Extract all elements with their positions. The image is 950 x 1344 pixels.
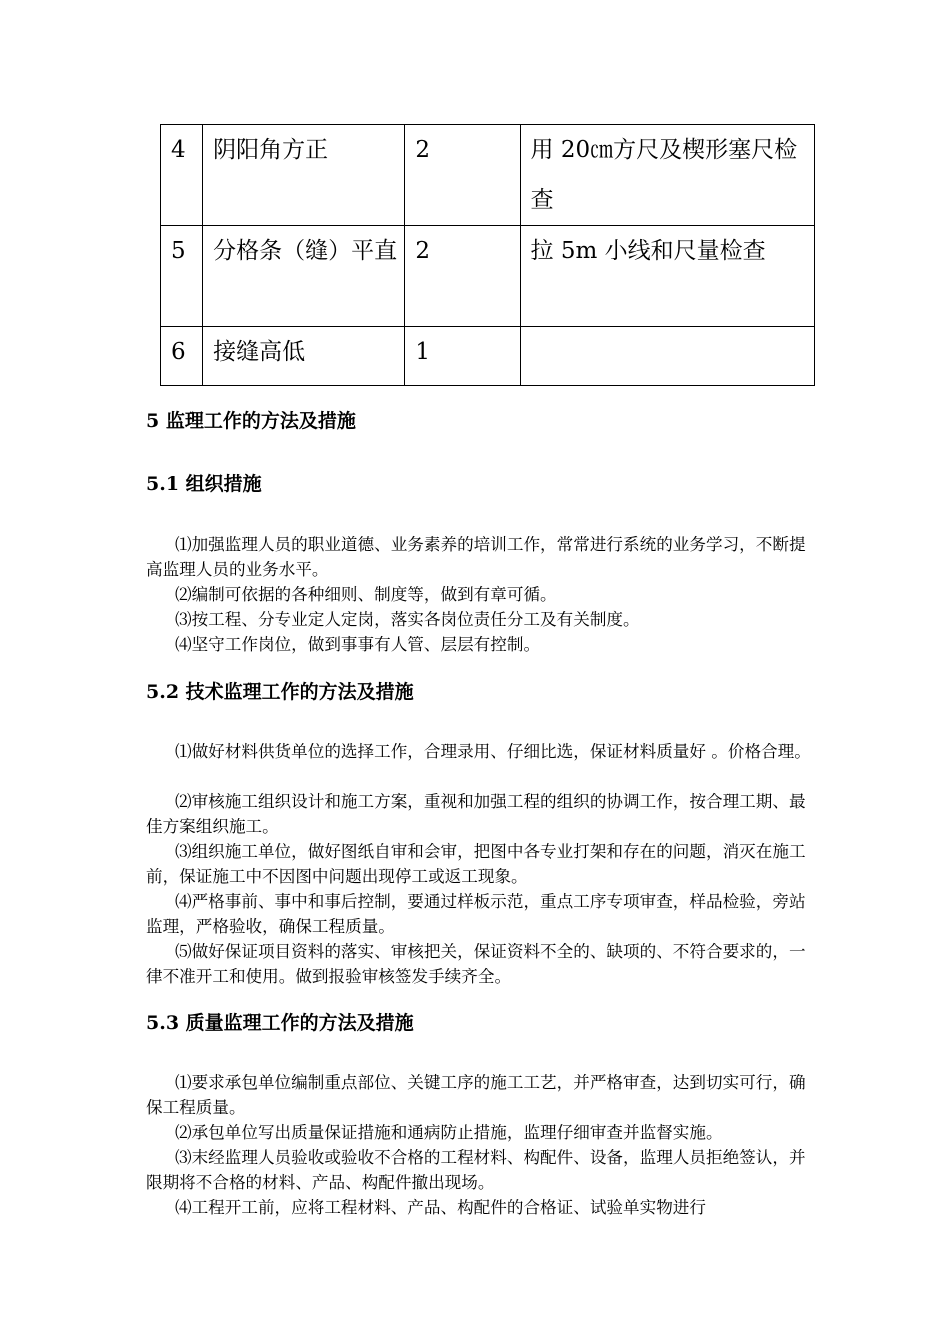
row-number: 6 xyxy=(161,327,203,386)
check-method: 用 20㎝方尺及楔形塞尺检查 xyxy=(520,125,814,226)
list-item: ⑴要求承包单位编制重点部位、关键工序的施工工艺，并严格审查，达到切实可行，确保工程质量。 xyxy=(146,1073,806,1117)
list-item: ⑴做好材料供货单位的选择工作，合理录用、仔细比选，保证材料质量好 。价格合理。 xyxy=(175,742,811,761)
table-row xyxy=(161,327,815,386)
table-row xyxy=(161,125,815,226)
allowed-deviation: 2 xyxy=(405,226,520,327)
list-item: ⑶组织施工单位，做好图纸自审和会审，把图中各专业打架和存在的问题，消灭在施工前，保证施工中不因图中问题出现停工或返工现象。 xyxy=(146,842,806,886)
check-item: 阴阳角方正 xyxy=(203,125,405,226)
check-item: 分格条（缝）平直 xyxy=(203,226,405,327)
inspection-table xyxy=(160,124,815,386)
list-item: ⑵审核施工组织设计和施工方案，重视和加强工程的组织的协调工作，按合理工期、最佳方案组织施工。 xyxy=(146,792,806,836)
list-item: ⑵编制可依据的各种细则、制度等，做到有章可循。 xyxy=(175,585,557,604)
check-method xyxy=(520,327,814,386)
table-row xyxy=(161,226,815,327)
list-item: ⑵承包单位写出质量保证措施和通病防止措施，监理仔细审查并监督实施。 xyxy=(175,1123,723,1142)
list-item: ⑷严格事前、事中和事后控制，要通过样板示范，重点工序专项审查，样品检验，旁站监理，严格验收，确保工程质量。 xyxy=(146,892,806,936)
section-heading-5: 5 监理工作的方法及措施 xyxy=(146,410,356,432)
list-item: ⑶末经监理人员验收或验收不合格的工程材料、构配件、设备，监理人员拒绝签认，并限期将不合格的材料、产品、构配件撤出现场。 xyxy=(146,1148,806,1192)
row-number: 5 xyxy=(161,226,203,327)
list-item: ⑴加强监理人员的职业道德、业务素养的培训工作，常常进行系统的业务学习，不断提高监理人员的业务水平。 xyxy=(146,535,806,579)
check-method: 拉 5m 小线和尺量检查 xyxy=(520,226,814,327)
allowed-deviation: 2 xyxy=(405,125,520,226)
section-heading-5-3: 5.3 质量监理工作的方法及措施 xyxy=(146,1012,414,1034)
check-item: 接缝高低 xyxy=(203,327,405,386)
list-item: ⑸做好保证项目资料的落实、审核把关，保证资料不全的、缺项的、不符合要求的，一律不准开工和使用。做到报验审核签发手续齐全。 xyxy=(146,942,806,986)
allowed-deviation: 1 xyxy=(405,327,520,386)
list-item: ⑷坚守工作岗位，做到事事有人管、层层有控制。 xyxy=(175,635,541,654)
section-heading-5-1: 5.1 组织措施 xyxy=(146,473,262,495)
list-item: ⑶按工程、分专业定人定岗，落实各岗位责任分工及有关制度。 xyxy=(175,610,640,629)
row-number: 4 xyxy=(161,125,203,226)
section-heading-5-2: 5.2 技术监理工作的方法及措施 xyxy=(146,681,414,703)
list-item: ⑷工程开工前，应将工程材料、产品、构配件的合格证、试验单实物进行 xyxy=(175,1198,706,1217)
